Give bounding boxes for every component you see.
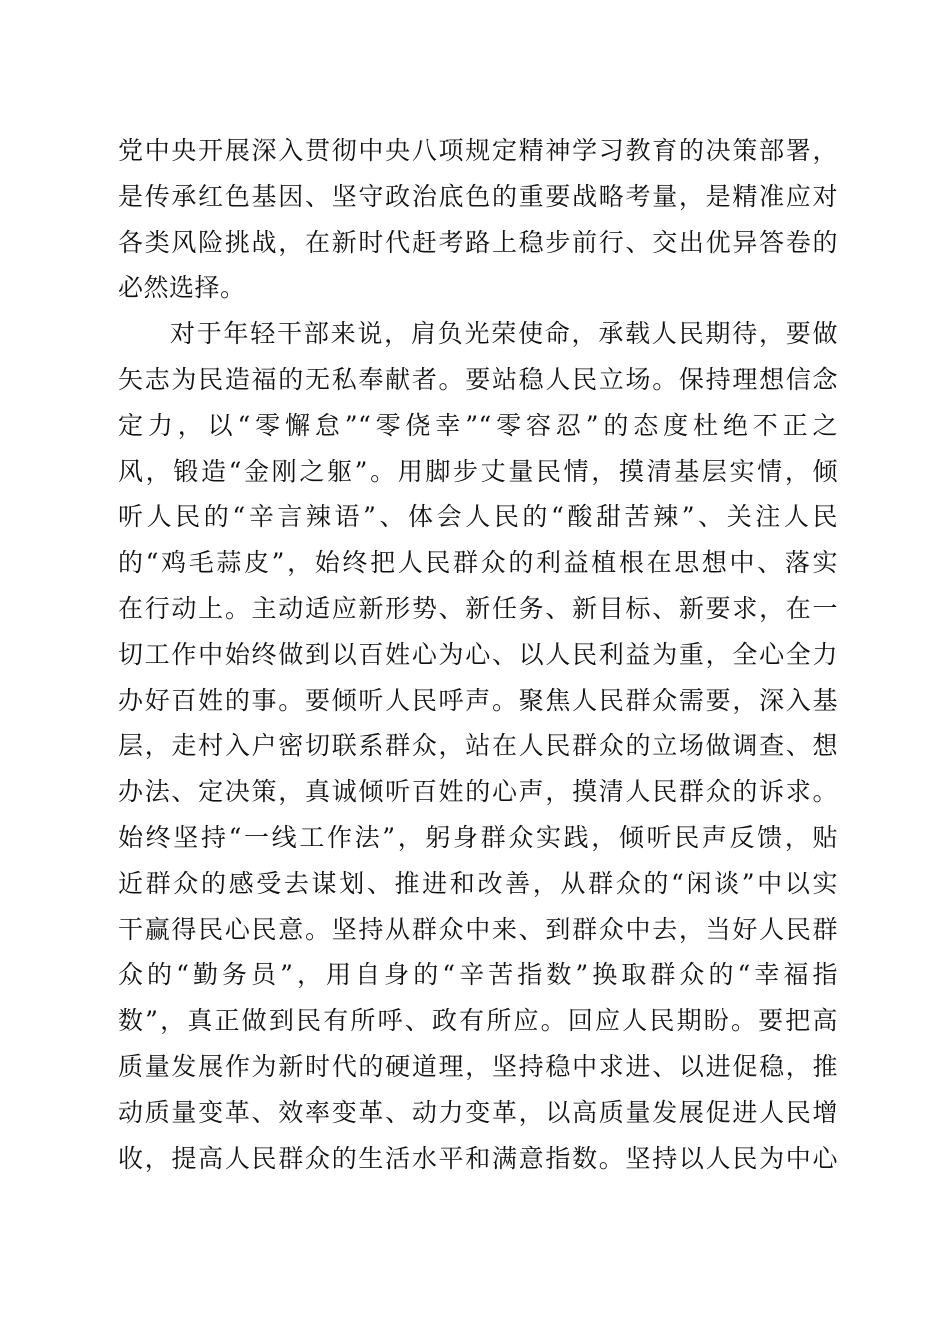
text-line: 定力，以“零懈怠”“零侥幸”“零容忍”的态度杜绝不正之 xyxy=(118,410,838,440)
text-line: 切工作中始终做到以百姓心为心、以人民利益为重，全心全力 xyxy=(118,639,838,669)
text-line: 是传承红色基因、坚守政治底色的重要战略考量，是精准应对 xyxy=(118,181,838,211)
text-line: 风，锻造“金刚之躯”。用脚步丈量民情，摸清基层实情，倾 xyxy=(118,456,838,486)
text-line: 收，提高人民群众的生活水平和满意指数。坚持以人民为中心 xyxy=(118,1143,838,1173)
text-line: 办法、定决策，真诚倾听百姓的心声，摸清人民群众的诉求。 xyxy=(118,777,838,807)
text-line: 众的“勤务员”，用自身的“辛苦指数”换取群众的“幸福指 xyxy=(118,960,838,990)
text-line: 始终坚持“一线工作法”，躬身群众实践，倾听民声反馈，贴 xyxy=(118,822,838,852)
text-line: 各类风险挑战，在新时代赶考路上稳步前行、交出优异答卷的 xyxy=(118,227,838,257)
text-line: 对于年轻干部来说，肩负光荣使命，承载人民期待，要做 xyxy=(170,319,838,349)
text-line: 必然选择。 xyxy=(118,273,246,303)
text-line: 质量发展作为新时代的硬道理，坚持稳中求进、以进促稳，推 xyxy=(118,1051,838,1081)
text-line: 在行动上。主动适应新形势、新任务、新目标、新要求，在一 xyxy=(118,593,838,623)
text-line: 层，走村入户密切联系群众，站在人民群众的立场做调查、想 xyxy=(118,731,838,761)
text-line: 的“鸡毛蒜皮”，始终把人民群众的利益植根在思想中、落实 xyxy=(118,548,838,578)
text-line: 听人民的“辛言辣语”、体会人民的“酸甜苦辣”、关注人民 xyxy=(118,502,838,532)
text-line: 近群众的感受去谋划、推进和改善，从群众的“闲谈”中以实 xyxy=(118,868,838,898)
text-line: 干赢得民心民意。坚持从群众中来、到群众中去，当好人民群 xyxy=(118,914,838,944)
text-line: 党中央开展深入贯彻中央八项规定精神学习教育的决策部署， xyxy=(118,136,838,165)
text-line: 办好百姓的事。要倾听人民呼声。聚焦人民群众需要，深入基 xyxy=(118,685,838,715)
text-line: 矢志为民造福的无私奉献者。要站稳人民立场。保持理想信念 xyxy=(118,364,838,394)
body-text xyxy=(118,128,838,1181)
text-line: 数”，真正做到民有所呼、政有所应。回应人民期盼。要把高 xyxy=(118,1006,838,1036)
text-line: 动质量变革、效率变革、动力变革，以高质量发展促进人民增 xyxy=(118,1097,838,1127)
